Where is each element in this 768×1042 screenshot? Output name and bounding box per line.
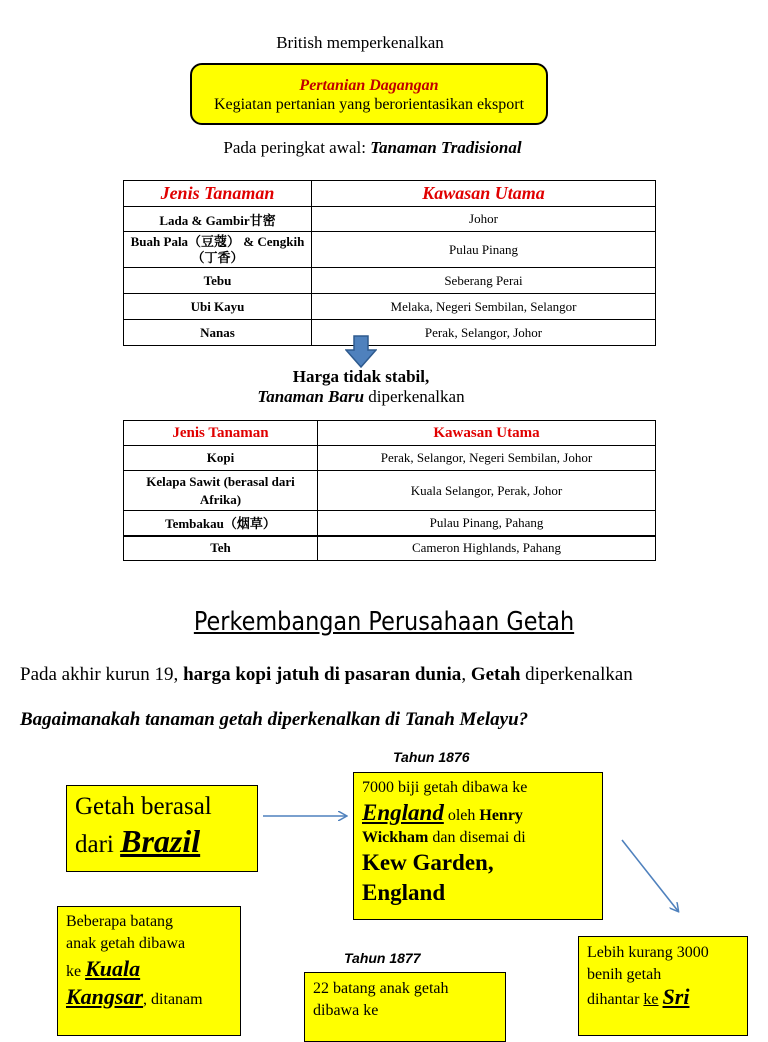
highlight-box xyxy=(190,63,548,125)
price-note-line1: Harga tidak stabil, xyxy=(292,367,430,386)
region-cell: Cameron Highlands, Pahang xyxy=(318,536,656,561)
region-cell: Perak, Selangor, Negeri Sembilan, Johor xyxy=(318,446,656,471)
box5-to: ke xyxy=(643,991,659,1008)
para-comma: , xyxy=(461,664,471,685)
table-row xyxy=(124,536,656,561)
crop-cell: Tembakau（烟草） xyxy=(124,511,318,536)
year-1877-label: Tahun 1877 xyxy=(344,950,421,966)
england-label: England xyxy=(362,800,444,825)
table-row xyxy=(124,232,656,268)
box-origin-brazil xyxy=(66,785,258,872)
brazil-label: Brazil xyxy=(120,823,201,859)
region-cell: Seberang Perai xyxy=(312,268,656,294)
box1-line1: Getah berasal xyxy=(75,793,212,820)
new-crops-table xyxy=(123,420,656,561)
box3-to: ke xyxy=(66,963,86,980)
new-crops-label: Tanaman Baru xyxy=(257,387,365,406)
wickham-label: Wickham xyxy=(362,829,429,846)
table-header-row xyxy=(124,421,656,446)
sri-label: Sri xyxy=(662,984,690,1009)
price-note xyxy=(0,367,722,407)
highlight-title: Pertanian Dagangan xyxy=(299,77,439,94)
box-1877 xyxy=(304,972,506,1042)
intro-paragraph xyxy=(20,664,633,686)
highlight-subtitle: Kegiatan pertanian yang berorientasikan eksport xyxy=(213,96,525,113)
para-introduced: diperkenalkan xyxy=(520,664,633,685)
table-row xyxy=(124,294,656,320)
box5-line1: Lebih kurang 3000 xyxy=(587,944,709,961)
section-heading: Perkembangan Perusahaan Getah xyxy=(193,607,575,637)
box2-by: oleh xyxy=(443,807,480,824)
crop-cell: Lada & Gambir甘密 xyxy=(124,207,312,232)
traditional-crops-table xyxy=(123,180,656,346)
crop-cell: Teh xyxy=(124,536,318,561)
box5-line2: benih getah xyxy=(587,966,662,983)
region-cell: Pulau Pinang xyxy=(312,232,656,268)
region-cell: Kuala Selangor, Perak, Johor xyxy=(318,471,656,511)
kew-garden-label: Kew Garden, xyxy=(362,850,494,875)
box3-line1: Beberapa batang xyxy=(66,913,174,930)
box1-from: dari xyxy=(75,831,121,858)
price-note-line2 xyxy=(0,387,722,407)
header-jenis: Jenis Tanaman xyxy=(124,421,318,446)
henry-label: Henry xyxy=(479,807,523,824)
stage-line xyxy=(0,138,745,158)
table-row xyxy=(124,207,656,232)
table-row xyxy=(124,268,656,294)
box1-line2 xyxy=(75,824,257,862)
header-kawasan: Kawasan Utama xyxy=(312,181,656,207)
crop-cell: Ubi Kayu xyxy=(124,294,312,320)
box-sri-lanka xyxy=(578,936,748,1036)
box4-line2: dibawa ke xyxy=(313,1002,379,1019)
box2-line3 xyxy=(362,828,602,848)
kangsar-label: Kangsar xyxy=(66,984,144,1009)
kew-england-label: England xyxy=(362,880,446,905)
header-jenis: Jenis Tanaman xyxy=(124,181,312,207)
table-row xyxy=(124,446,656,471)
box3-line3 xyxy=(66,955,240,983)
region-cell: Perak, Selangor, Johor xyxy=(312,320,656,346)
box3-planted: , ditanam xyxy=(143,991,203,1008)
year-1876-label: Tahun 1876 xyxy=(393,749,470,765)
region-cell: Pulau Pinang, Pahang xyxy=(318,511,656,536)
box4-line1: 22 batang anak getah xyxy=(313,980,449,997)
stage-value: Tanaman Tradisional xyxy=(370,138,522,157)
crop-cell: Buah Pala（豆蔻） & Cengkih（丁香） xyxy=(124,232,312,268)
header-kawasan: Kawasan Utama xyxy=(318,421,656,446)
table-header-row xyxy=(124,181,656,207)
para-text: Pada akhir kurun 19, xyxy=(20,664,184,685)
stage-label: Pada peringkat awal: xyxy=(223,138,366,157)
box2-sown: dan disemai di xyxy=(428,829,526,846)
table-row xyxy=(124,471,656,511)
box2-line2 xyxy=(362,798,602,828)
box-england xyxy=(353,772,603,920)
para-bold-coffee: harga kopi jatuh di pasaran dunia xyxy=(183,664,462,685)
question-text: Bagaimanakah tanaman getah diperkenalkan di Tanah Melayu? xyxy=(20,709,529,730)
table-row xyxy=(124,511,656,536)
crop-cell: Nanas xyxy=(124,320,312,346)
introduced-text: diperkenalkan xyxy=(364,387,465,406)
table-row xyxy=(124,320,656,346)
para-bold-getah: Getah xyxy=(470,664,521,685)
box3-line4 xyxy=(66,983,240,1011)
intro-text: British memperkenalkan xyxy=(276,33,444,52)
region-cell: Melaka, Negeri Sembilan, Selangor xyxy=(312,294,656,320)
crop-cell: Tebu xyxy=(124,268,312,294)
box3-line2: anak getah dibawa xyxy=(66,935,186,952)
kuala-label: Kuala xyxy=(85,956,141,981)
region-cell: Johor xyxy=(312,207,656,232)
box5-line3 xyxy=(587,986,747,1011)
crop-cell: Kopi xyxy=(124,446,318,471)
arrow-diagonal-icon xyxy=(622,840,678,911)
box5-sent: dihantar xyxy=(587,991,644,1008)
crop-cell: Kelapa Sawit (berasal dari Afrika) xyxy=(124,471,318,511)
box2-line1: 7000 biji getah dibawa ke xyxy=(362,779,528,796)
down-arrow-icon xyxy=(345,335,377,369)
box-kuala-kangsar xyxy=(57,906,241,1036)
